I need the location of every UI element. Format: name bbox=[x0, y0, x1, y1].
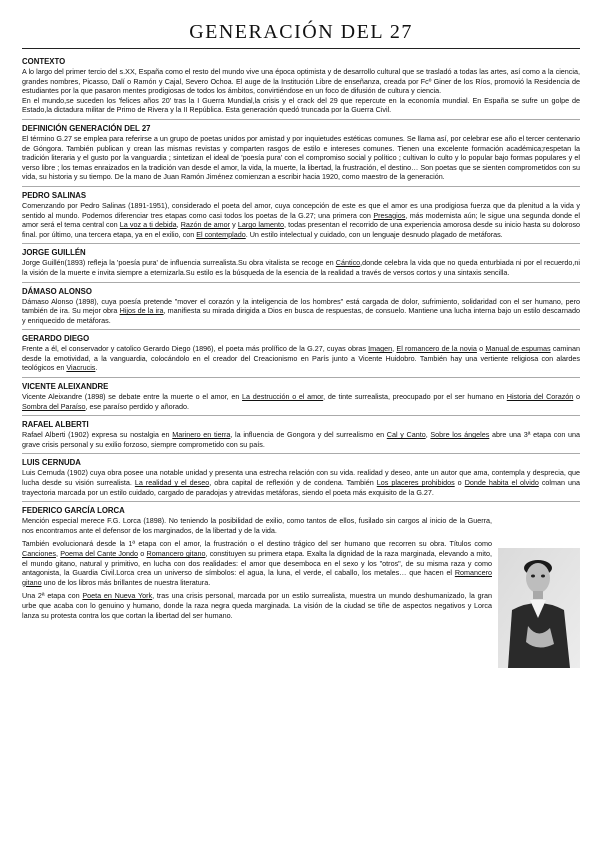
book-title: Poeta en Nueva York bbox=[82, 591, 153, 601]
text-run: , bbox=[392, 344, 397, 354]
text-run: o bbox=[476, 344, 486, 354]
book-title: Los placeres prohibidos bbox=[376, 478, 455, 488]
book-title: Largo lamento bbox=[237, 220, 284, 230]
book-title: Hijos de la ira bbox=[119, 306, 164, 316]
section-divider bbox=[22, 501, 580, 502]
book-title: Sobre los ángeles bbox=[430, 430, 490, 440]
section-heading: CONTEXTO bbox=[22, 57, 66, 66]
text-run: , bbox=[55, 549, 61, 558]
section-alonso bbox=[22, 287, 580, 326]
book-title: Razón de amor bbox=[180, 220, 231, 230]
paragraph bbox=[22, 591, 492, 620]
paragraph bbox=[22, 297, 580, 326]
text-run: , bbox=[425, 430, 431, 440]
text-run: o bbox=[573, 392, 580, 402]
section-divider bbox=[22, 415, 580, 416]
section-heading: PEDRO SALINAS bbox=[22, 190, 87, 200]
paragraph bbox=[22, 201, 580, 239]
title-rule bbox=[22, 48, 580, 49]
book-title: Cántico bbox=[335, 258, 361, 268]
text-run: Dámaso Alonso (1898), cuya poesía pretende "mover el corazón y la inteligencia de los hombres" está cargada de dolor, sufrimiento, solidaridad con el ser humano, pero también de ira. Su mejor obra bbox=[22, 296, 580, 316]
book-title: Donde habita el olvido bbox=[464, 478, 539, 488]
section-heading: DEFINICIÓN GENERACIÓN DEL 27 bbox=[22, 123, 151, 133]
text-run: , constituyen su primera etapa. Exalta la dignidad de la raza marginada, elevando a mito, el mundo gitano, natural y primitivo, en lucha con dos realidades: el amor que desemboca en el sexo y los "otros", de su misma raza y como antagonista, la Guardia Civil.Lorca crea un universo de símbolos: el agua, la luna, el verde, el caballo, los metales… que hacen el bbox=[22, 549, 493, 578]
text-run: ,donde celebra la vida que no queda enturbiada ni por el recuerdo,ni la visión de la muerte e invita siempre a eternizarla.Su estilo es la búsqueda de la esencia de la realidad a través de versos cortos y una sintaxis sencilla. bbox=[22, 258, 581, 277]
lorca-text-column bbox=[22, 516, 492, 620]
text-run: También evolucionará desde la 1ª etapa con el amor, la frustración o el destino trágico del ser humano que recorren su obra. Títulos como bbox=[22, 539, 492, 549]
section-divider bbox=[22, 329, 580, 330]
section-contexto bbox=[22, 57, 580, 115]
text-run: , tras una crisis personal, marcada por un estilo surrealista, muestra un mundo deshumanizado, la gran urbe que acaba con lo genuino y humano, donde la raza negra queda marginada. La visión de la ciudad se tiñe de aspectos negativos y Lorca lanza su protesta contra los que cortan la libertad del ser humano. bbox=[22, 591, 493, 620]
text-run: , todas presentan el recorrido de una experiencia amorosa desde su inicio hasta su doloroso final. por último, una tercera etapa, ya en el exilio, con bbox=[22, 220, 581, 239]
section-heading: RAFAEL ALBERTI bbox=[22, 420, 89, 430]
text-run: , más modernista aún; le sigue una segunda donde el amor será el tema central con bbox=[22, 210, 580, 230]
text-run: , obra capital de reflexión y de condena. También bbox=[209, 478, 377, 488]
book-title: El romancero de la novia bbox=[396, 344, 477, 354]
section-divider bbox=[22, 186, 580, 187]
book-title: Presagios bbox=[373, 210, 406, 220]
paragraph: A lo largo del primer tercio del s.XX, España como el resto del mundo vive una época optimista y de desarrollo cultural que se trasladó a todas las artes, así como a la ciencia, grandes nombres, Picasso, Dalí o Ramón y Cajal, Severo Ochoa. El auge de la Institución Libre de enseñanza, creada por Fcº Giner de los Ríos, promovió la Residencia de estudiantes por la que pasaron mentes prodigiosas de todos los ámbitos, convirtiéndose en un foco de difusión de cultura y ciencia. bbox=[22, 67, 580, 96]
text-run: Frente a él, el conservador y catolico Gerardo Diego (1896), el poeta más prolífico de la G.27, cuyas obras bbox=[22, 344, 369, 354]
book-title: Marinero en tierra bbox=[172, 430, 231, 440]
book-title: Romancero gitano bbox=[146, 549, 206, 558]
text-run: , de tinte surrealista, preocupado por el ser humano en bbox=[323, 392, 507, 402]
paragraph: El término G.27 se emplea para referirse a un grupo de poetas unidos por amistad y por inquietudes estéticas comunes. Se llama así, por celebrar ese año el tercer centenario de Góngora. También publican y crean las mismas revistas y comparten rasgos de estilo e intereses comunes. Tienen una excelente formación académica;respetan la tradición literaria y el gusto por la vanguardia ; sintetizan el ideal de 'poesía pura' con el compromiso social y político ; cultivan lo culto y lo popular bajo formas populares y el verso libre ; los temas enraizados en la tradición van desde el amor, la vida, la muerte, la libertad, la frustración, el destino… Son poetas que se sienten comprometidos con su vida, su historia y su tiempo. De la mano de Juan Ramón Jiménez comienzan a escribir hacia 1920, como maestro de la generación. bbox=[22, 133, 580, 182]
paragraph bbox=[22, 539, 492, 587]
paragraph: En el mundo,se suceden los 'felices años 20' tras la I Guerra Mundial,la crisis y el crack del 29 que repercute en la economía mundial. En España se sufre un golpe de Estado,la dictadura militar de Primo de Rivera y la II República. Esta generación quedó truncada por la Guerra Civil. bbox=[22, 95, 580, 115]
text-run: , bbox=[176, 220, 181, 230]
book-title: Canciones bbox=[22, 549, 56, 558]
section-diego bbox=[22, 334, 580, 373]
book-title: Sombra del Paraíso bbox=[22, 401, 86, 411]
text-run: Comenzando por Pedro Salinas (1891-1951), considerado el poeta del amor, cuya concepción de este es que el amor es una prodigiosa fuerza que da plenitud a la vida y sentido al mundo. Podemos diferenciar tres etapas como casi todos los poetas de la G.27; una primera con bbox=[22, 200, 580, 220]
paragraph bbox=[22, 430, 580, 449]
book-title: La voz a ti debida bbox=[119, 220, 177, 230]
paragraph bbox=[22, 344, 580, 373]
book-title: El contemplado bbox=[196, 229, 246, 239]
text-run: uno de los libros más brillantes de nuestra literatura. bbox=[41, 577, 211, 587]
section-heading: LUIS CERNUDA bbox=[22, 458, 81, 468]
section-definicion bbox=[22, 124, 580, 182]
section-divider bbox=[22, 119, 580, 120]
book-title: La realidad y el deseo bbox=[134, 478, 210, 488]
section-alberti bbox=[22, 420, 580, 449]
text-run: Vicente Aleixandre (1898) se debate entre la muerte o el amor, en bbox=[22, 392, 243, 402]
text-run: abre una 3ª etapa con una grave crisis personal y su exilio forzoso, siempre comprometido con su país. bbox=[22, 430, 581, 449]
section-cernuda bbox=[22, 458, 580, 497]
book-title: Romancero gitano bbox=[22, 568, 492, 587]
text-run: . Un estilo intelectual y cuidado, con un lenguaje desnudo plagado de metáforas. bbox=[245, 229, 503, 239]
text-run: . bbox=[95, 363, 98, 373]
portrait-icon bbox=[498, 548, 580, 668]
book-title: Poema del Cante Jondo bbox=[60, 549, 139, 558]
section-heading: JORGE GUILLÉN bbox=[22, 248, 86, 258]
section-divider bbox=[22, 453, 580, 454]
book-title: Manual de espumas bbox=[485, 344, 551, 354]
book-title: La destrucción o el amor bbox=[242, 392, 324, 402]
section-heading: VICENTE ALEIXANDRE bbox=[22, 382, 109, 392]
section-lorca bbox=[22, 506, 580, 620]
section-heading: DÁMASO ALONSO bbox=[22, 286, 92, 296]
text-run: Rafael Alberti (1902) expresa su nostalgia en bbox=[22, 430, 173, 440]
page-title: GENERACIÓN DEL 27 bbox=[189, 21, 413, 43]
text-run: o bbox=[454, 478, 465, 488]
paragraph bbox=[22, 258, 580, 277]
text-run: Una 2ª etapa con bbox=[22, 591, 83, 601]
text-run: Jorge Guillén(1893) refleja la 'poesía pura' de influencia surrealista.Su obra vitalista se recoge en bbox=[22, 258, 336, 268]
document-page bbox=[22, 0, 580, 620]
text-run: , la influencia de Gongora y del surrealismo en bbox=[230, 430, 387, 440]
section-guillen bbox=[22, 248, 580, 277]
book-title: Historia del Corazón bbox=[506, 392, 574, 402]
section-aleixandre bbox=[22, 382, 580, 411]
text-run: o bbox=[138, 549, 147, 558]
text-run: , ese paraíso perdido y añorado. bbox=[85, 401, 190, 411]
book-title: Viacrucis bbox=[66, 363, 96, 373]
section-heading: GERARDO DIEGO bbox=[22, 334, 90, 344]
text-run: , manifiesta su mirada dirigida a Dios en busca de respuestas, de consuelo. Mantiene una lucha interna bajo un estilo descarnado y enriquecido de metáforas. bbox=[22, 306, 580, 325]
paragraph bbox=[22, 468, 580, 497]
section-divider bbox=[22, 243, 580, 244]
section-divider bbox=[22, 377, 580, 378]
text-run: y bbox=[230, 220, 238, 230]
text-run: Luis Cernuda (1902) cuya obra posee una notable unidad y presenta una estrecha relación con su vida. realidad y deseo, ante un autor que ama, contempla y desprecia, que lucha desde su visión surrealista. bbox=[22, 468, 580, 488]
book-title: Cal y Canto bbox=[386, 430, 426, 440]
section-divider bbox=[22, 282, 580, 283]
lorca-portrait-photo bbox=[498, 548, 580, 668]
paragraph: Mención especial merece F.G. Lorca (1898). No teniendo la posibilidad de exilio, como tantos de ellos, fusilado sin cargos al inicio de la Guerra, nos encontramos ante el defensor de los marginados, de la libertad y de la vida. bbox=[22, 516, 492, 535]
paragraph bbox=[22, 392, 580, 411]
text-run: caminan desde la emotividad, a la vanguardia, colocándolo en el creador del Creacionismo en París junto a Vicente Huidobro. También hay una vertiente religiosa con alardes teológicos en bbox=[22, 344, 580, 373]
section-heading: FEDERICO GARCÍA LORCA bbox=[22, 506, 125, 516]
book-title: Imagen bbox=[368, 344, 393, 354]
text-run: colman una trayectoria marcada por un estilo cuidado, cargado de paradojas y atrevidas metáforas, siendo el poeta más exquisito de la G.27. bbox=[22, 478, 580, 497]
section-salinas bbox=[22, 191, 580, 239]
